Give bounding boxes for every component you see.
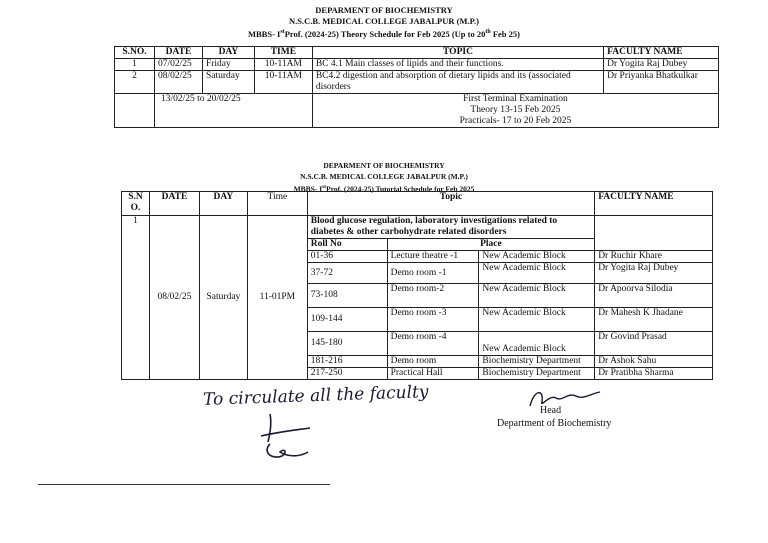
col-sno: S.N O. [122, 192, 150, 216]
col-day: DAY [199, 192, 247, 216]
dept-title: DEPARMENT OF BIOCHEMISTRY [315, 5, 453, 15]
table-row: 181-216 Demo room Biochemistry Department Dr Ashok Sahu [122, 356, 713, 368]
topic-cell: Blood glucose regulation, laboratory investigations related to diabetes & other carbohydrate related disorders [307, 216, 594, 239]
table-row: 01-36 Lecture theatre -1 New Academic Block Dr Ruchir Khare [122, 251, 713, 263]
divider [38, 484, 330, 485]
tutorial-schedule-table [121, 191, 713, 380]
table-row: 2 08/02/25 Saturday 10-11AM BC4.2 digestion and absorption of dietary lipids and its (associated disorders Dr Priyanka Bhatkulkar [115, 71, 719, 94]
table-row: 217-250 Practical Hall Biochemistry Department Dr Pratibha Sharma [122, 368, 713, 380]
time-cell: 11-01PM [247, 216, 307, 380]
schedule-title: MBBS- IstProf. (2024-25) Tutorial Schedule for Feb 2025 [293, 184, 475, 194]
col-date: DATE [149, 192, 199, 216]
handwritten-note: To circulate all the faculty [202, 382, 429, 410]
table-header-row [122, 192, 713, 216]
col-time: Time [247, 192, 307, 216]
head-dept: Department of Biochemistry [497, 418, 612, 429]
exam-info: First Terminal Examination Theory 13-15 Feb 2025 Practicals- 17 to 20 Feb 2025 [312, 94, 718, 128]
col-sno: S.NO. [115, 47, 155, 59]
col-time: TIME [254, 47, 312, 59]
col-date: DATE [154, 47, 202, 59]
table-row: 73-108 Demo room-2 New Academic Block Dr Apoorva Silodia [122, 284, 713, 308]
col-faculty: FACULTY NAME [595, 192, 713, 216]
col-day: DAY [202, 47, 254, 59]
schedule-title: MBBS- IstProf. (2024-25) Theory Schedule for Feb 2025 (Up to 20th Feb 25) [247, 28, 520, 39]
sno-cell: 1 [122, 216, 150, 380]
exam-row [115, 94, 719, 128]
signature-left [258, 412, 328, 464]
sub-header-row: Roll No Place [122, 239, 713, 251]
day-cell: Saturday [199, 216, 247, 380]
table-row: 145-180 Demo room -4 New Academic Block Dr Govind Prasad [122, 332, 713, 356]
col-topic: Topic [307, 192, 594, 216]
col-topic: TOPIC [312, 47, 603, 59]
table-row: 37-72 Demo room -1 New Academic Block Dr Yogita Raj Dubey [122, 263, 713, 284]
date-cell: 08/02/25 [149, 216, 199, 380]
col-faculty: FACULTY NAME [604, 47, 719, 59]
header-1 [0, 5, 768, 40]
table-header-row [115, 47, 719, 59]
dept-title: DEPARMENT OF BIOCHEMISTRY [323, 161, 445, 170]
table-row: 109-144 Demo room -3 New Academic Block Dr Mahesh K Jhadane [122, 308, 713, 332]
college-name: N.S.C.B. MEDICAL COLLEGE JABALPUR (M.P.) [288, 16, 479, 26]
exam-dates: 13/02/25 to 20/02/25 [154, 94, 312, 128]
header-2 [0, 160, 768, 195]
college-name: N.S.C.B. MEDICAL COLLEGE JABALPUR (M.P.) [300, 172, 468, 181]
table-row: 1 07/02/25 Friday 10-11AM BC 4.1 Main classes of lipids and their functions. Dr Yogita Raj Dubey [115, 59, 719, 71]
theory-schedule-table [114, 46, 719, 128]
signature-right [520, 384, 620, 412]
head-title: Head [540, 405, 562, 416]
